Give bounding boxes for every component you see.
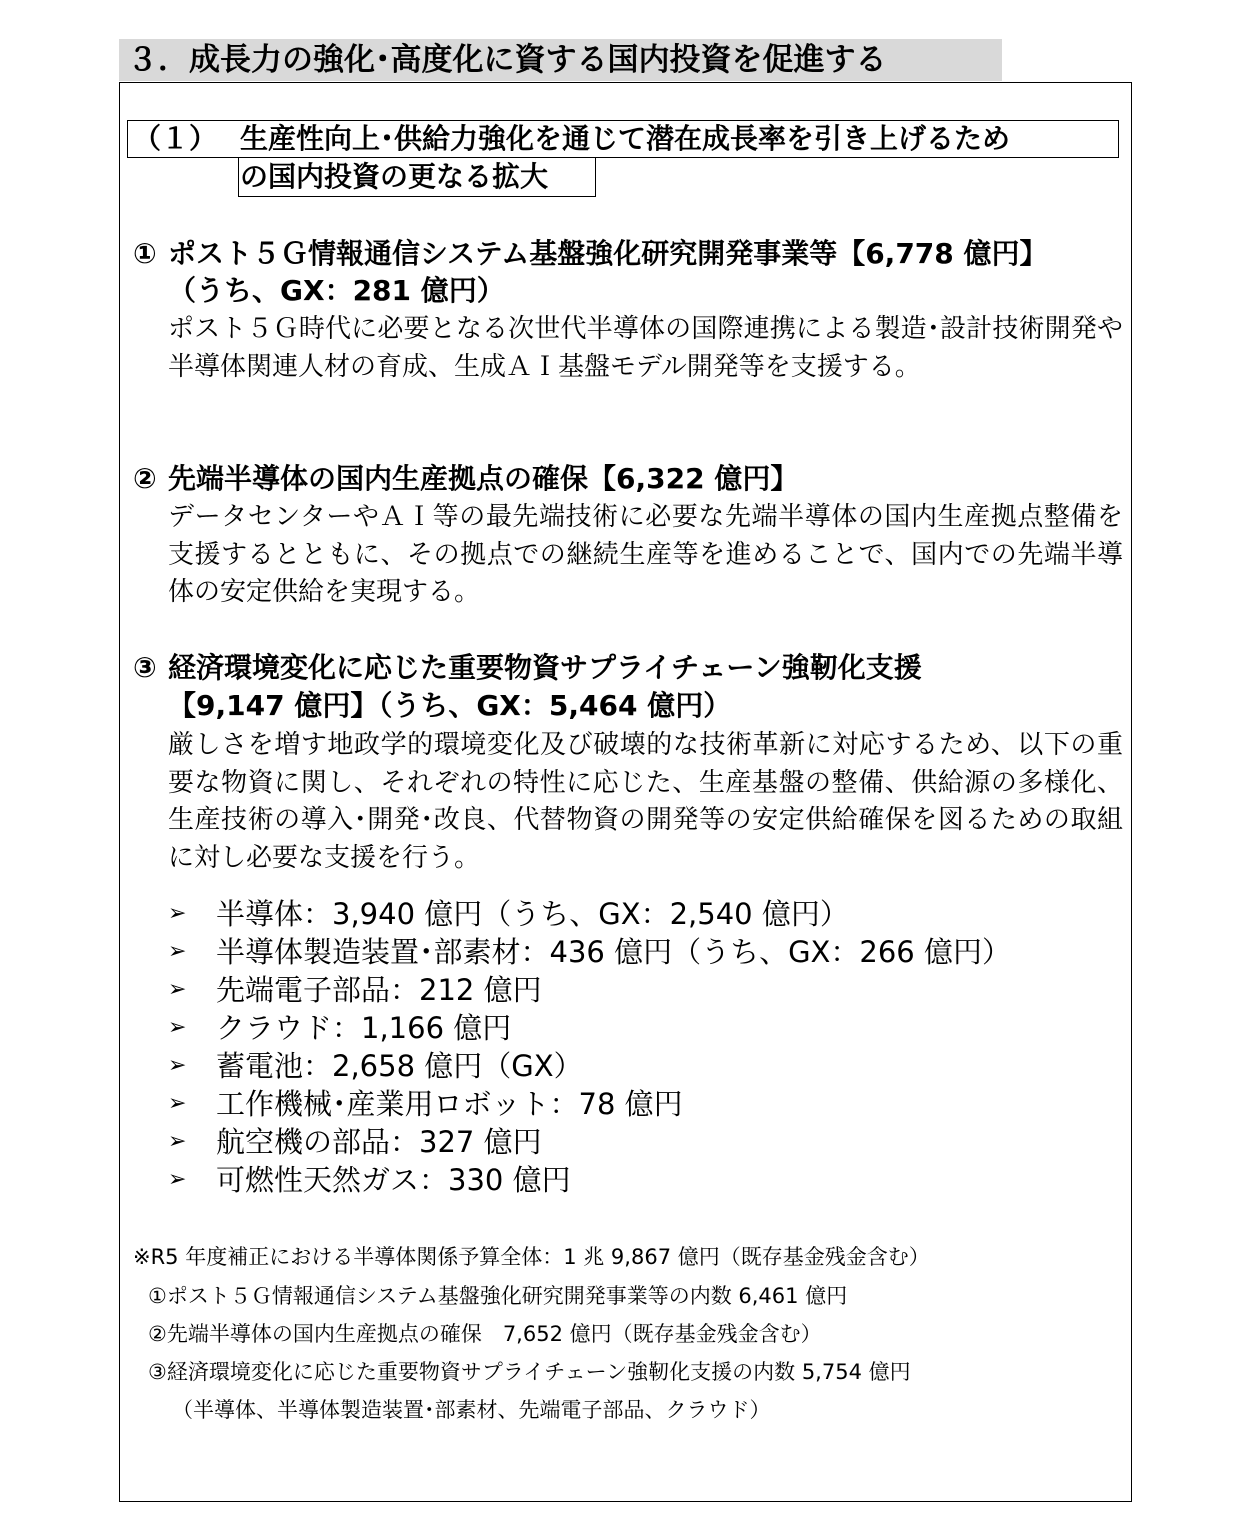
item-1-marker: ① bbox=[133, 237, 157, 270]
item-3-heading-line2: 【9,147 億円】（うち、GX：5,464 億円） bbox=[168, 689, 732, 722]
subsection-title-line2: の国内投資の更なる拡大 bbox=[240, 160, 549, 193]
item-3-body: 厳しさを増す地政学的環境変化及び破壊的な技術革新に対応するため、以下の重要な物資に関し、それぞれの特性に応じた、生産基盤の整備、供給源の多様化、生産技術の導入･開発･改良、代替物資の開発等の安定供給確保を図るための取組に対し必要な支援を行う。 bbox=[168, 730, 1123, 873]
item-1-body: ポスト５Ｇ時代に必要となる次世代半導体の国際連携による製造･設計技術開発や半導体関連人材の育成、生成ＡＩ基盤モデル開発等を支援する。 bbox=[168, 314, 1123, 382]
list-item bbox=[168, 1009, 1011, 1047]
arrow-bullet-icon: ➢ bbox=[168, 1091, 187, 1116]
list-item bbox=[168, 933, 1011, 971]
note-item-2: ②先端半導体の国内生産拠点の確保 7,652 億円（既存基金残金含む） bbox=[148, 1322, 822, 1346]
bullet-text: 蓄電池：2,658 億円（GX） bbox=[216, 1049, 583, 1083]
item-2-body: データセンターやＡＩ等の最先端技術に必要な先端半導体の国内生産拠点整備を支援するとともに、その拠点での継続生産等を進めることで、国内での先端半導体の安定供給を実現する。 bbox=[168, 502, 1123, 607]
item-2-heading-line1: 先端半導体の国内生産拠点の確保【6,322 億円】 bbox=[168, 462, 799, 495]
arrow-bullet-icon: ➢ bbox=[168, 977, 187, 1002]
item-1-heading-line2: （うち、GX：281 億円） bbox=[168, 274, 505, 307]
arrow-bullet-icon: ➢ bbox=[168, 1015, 187, 1040]
bullet-text: 半導体：3,940 億円（うち、GX：2,540 億円） bbox=[216, 897, 849, 931]
list-item bbox=[168, 971, 1011, 1009]
subsection-number: （１） bbox=[133, 122, 218, 155]
note-item-3: ③経済環境変化に応じた重要物資サプライチェーン強靭化支援の内数 5,754 億円 bbox=[148, 1360, 911, 1384]
arrow-bullet-icon: ➢ bbox=[168, 939, 187, 964]
bullet-text: 半導体製造装置･部素材：436 億円（うち、GX：266 億円） bbox=[216, 935, 1011, 969]
section-title: ３．成長力の強化･高度化に資する国内投資を促進する bbox=[119, 39, 1002, 81]
bullet-text: 工作機械･産業用ロボット：78 億円 bbox=[216, 1087, 683, 1121]
material-bullet-list bbox=[168, 895, 1011, 1199]
list-item bbox=[168, 1085, 1011, 1123]
item-1-heading-line1: ポスト５Ｇ情報通信システム基盤強化研究開発事業等【6,778 億円】 bbox=[168, 237, 1048, 270]
note-item-1: ①ポスト５Ｇ情報通信システム基盤強化研究開発事業等の内数 6,461 億円 bbox=[148, 1284, 848, 1308]
list-item bbox=[168, 1123, 1011, 1161]
bullet-text: 先端電子部品：212 億円 bbox=[216, 973, 542, 1007]
list-item bbox=[168, 1161, 1011, 1199]
arrow-bullet-icon: ➢ bbox=[168, 901, 187, 926]
item-2-marker: ② bbox=[133, 462, 157, 495]
bullet-text: 可燃性天然ガス：330 億円 bbox=[216, 1163, 571, 1197]
note-summary: ※R5 年度補正における半導体関係予算全体：1 兆 9,867 億円（既存基金残金含む） bbox=[133, 1245, 930, 1269]
bullet-text: 航空機の部品：327 億円 bbox=[216, 1125, 542, 1159]
arrow-bullet-icon: ➢ bbox=[168, 1167, 187, 1192]
arrow-bullet-icon: ➢ bbox=[168, 1129, 187, 1154]
arrow-bullet-icon: ➢ bbox=[168, 1053, 187, 1078]
list-item bbox=[168, 895, 1011, 933]
item-3-marker: ③ bbox=[133, 651, 157, 684]
subsection-title-line1: 生産性向上･供給力強化を通じて潜在成長率を引き上げるため bbox=[240, 122, 1011, 155]
bullet-text: クラウド：1,166 億円 bbox=[216, 1011, 512, 1045]
item-3-heading-line1: 経済環境変化に応じた重要物資サプライチェーン強靭化支援 bbox=[168, 651, 922, 684]
list-item bbox=[168, 1047, 1011, 1085]
note-item-3-detail: （半導体、半導体製造装置･部素材、先端電子部品、クラウド） bbox=[172, 1398, 771, 1422]
